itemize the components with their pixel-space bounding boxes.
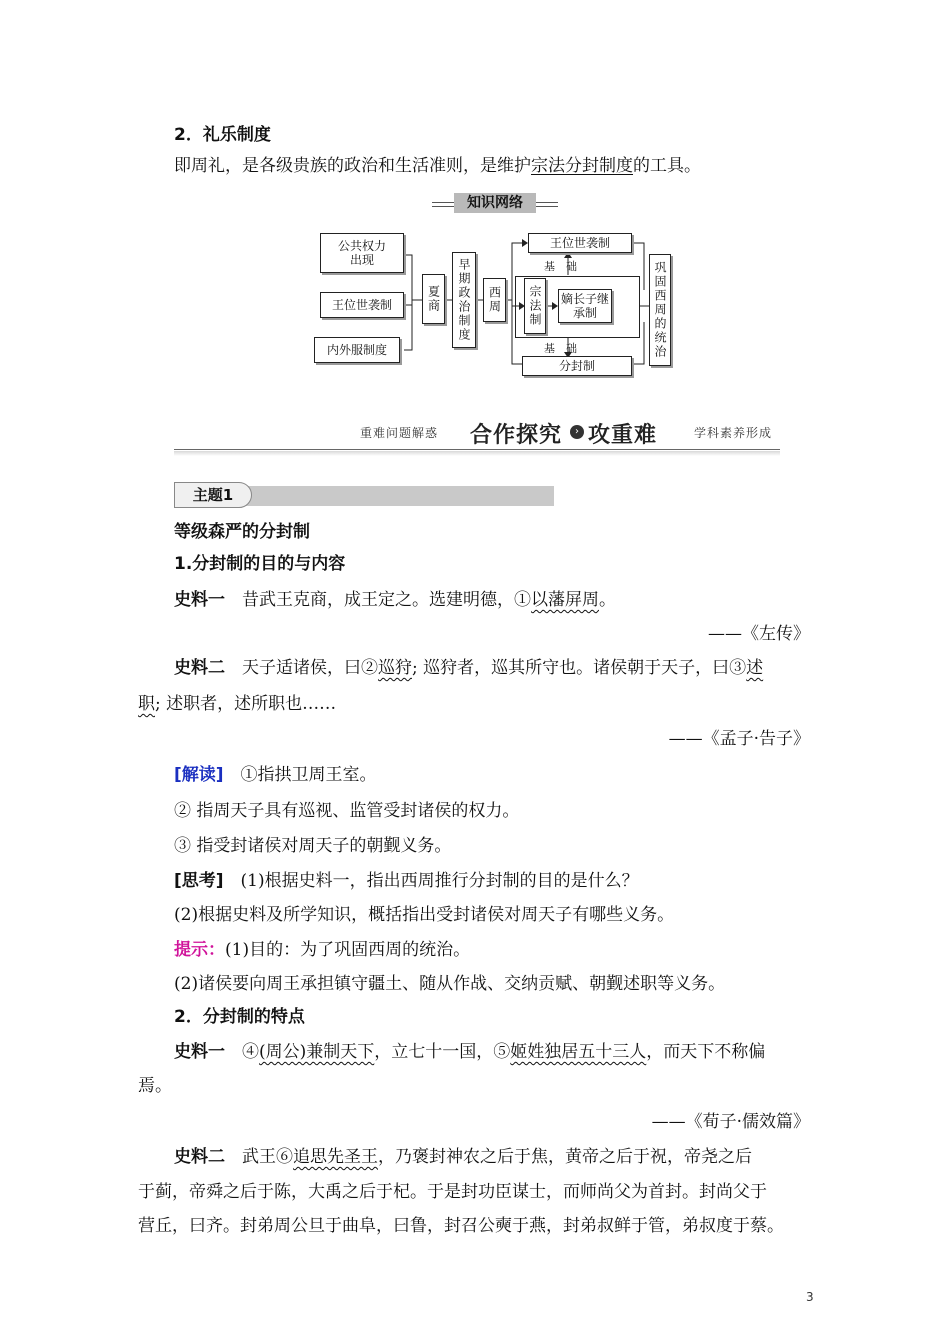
banner-shade <box>174 451 780 456</box>
box-public-power: 公共权力出现 <box>320 233 404 273</box>
material-1 <box>174 588 616 612</box>
box-early-political: 早期政治制度 <box>452 252 476 348</box>
source-mengzi: ——《孟子·告子》 <box>668 729 810 749</box>
material-wavy: 巡狩 <box>378 658 412 678</box>
banner-center-b: 攻重难 <box>588 423 658 448</box>
interpretation-text: ①指拱卫周王室。 <box>240 765 377 785</box>
box-throne-inheritance-left: 王位世袭制 <box>320 292 404 318</box>
material-text: ，而天下不称偏 <box>646 1042 766 1062</box>
box-fenfeng: 分封制 <box>522 356 632 376</box>
subheading-1: 1.分封制的目的与内容 <box>174 554 346 574</box>
material-label: 史料一 <box>174 590 225 610</box>
material-text: ; 巡狩者，巡其所守也。诸侯朝于天子，曰③ <box>412 658 747 678</box>
banner-left-text: 重难问题解惑 <box>360 426 439 440</box>
material-text: ; 述职者，述所职也…… <box>155 694 337 714</box>
box-patriarchal: 宗法制 <box>524 278 546 334</box>
material-wavy: (周公)兼制天下 <box>259 1042 375 1062</box>
material-text: ④ <box>242 1042 259 1062</box>
hint-1 <box>174 938 470 962</box>
material-4-line3: 营丘，曰齐。封弟周公旦于曲阜，曰鲁，封召公奭于燕，封弟叔鲜于管，弟叔度于蔡。 <box>138 1216 784 1236</box>
page-number: 3 <box>806 1290 814 1304</box>
box-inner-outer: 内外服制度 <box>314 337 400 363</box>
source-xunzi: ——《荀子·儒效篇》 <box>651 1112 810 1132</box>
box-west-zhou: 西周 <box>483 278 506 322</box>
material-label: 史料二 <box>174 658 225 678</box>
material-wavy: 追思先圣王 <box>293 1147 378 1167</box>
think-label: [思考] <box>174 871 224 891</box>
section-banner <box>174 418 780 458</box>
banner-right-text: 学科素养形成 <box>694 426 773 440</box>
material-text: 天子适诸侯，曰② <box>242 658 378 678</box>
material-2-line1 <box>174 656 763 680</box>
knowledge-diagram <box>300 230 690 380</box>
material-4-line1 <box>174 1145 752 1169</box>
box-eldest-son: 嫡长子继承制 <box>558 289 612 323</box>
box-consolidate: 巩固西周的统治 <box>649 254 671 366</box>
material-wavy: 述 <box>746 658 764 678</box>
chevron-right-icon: › <box>570 425 584 439</box>
material-text: 昔武王克商，成王定之。选建明德，① <box>242 590 531 610</box>
interpretation-1 <box>174 763 377 787</box>
material-wavy: 姬姓独居五十三人 <box>510 1042 647 1062</box>
material-label: 史料二 <box>174 1147 225 1167</box>
box-xia-shang: 夏商 <box>422 274 445 324</box>
para-underlined: 宗法分封制度 <box>531 156 633 176</box>
banner-rule <box>174 449 780 450</box>
label-basis-top: 基 础 <box>544 260 577 273</box>
section-paragraph <box>174 154 701 178</box>
material-2-line2 <box>138 692 336 716</box>
hint-label: 提示： <box>174 940 225 960</box>
think-2: (2)根据史料及所学知识，概括指出受封诸侯对周天子有哪些义务。 <box>174 905 675 925</box>
material-text: ，立七十一国，⑤ <box>374 1042 511 1062</box>
material-wavy: 以藩屏周 <box>531 590 599 610</box>
interpretation-3: ③ 指受封诸侯对周天子的朝觐义务。 <box>174 836 452 856</box>
topic-tag-bar <box>174 486 554 506</box>
material-3-line1 <box>174 1040 765 1064</box>
hint-2: (2)诸侯要向周王承担镇守疆土、随从作战、交纳贡赋、朝觐述职等义务。 <box>174 974 726 994</box>
think-text: (1)根据史料一，指出西周推行分封制的目的是什么？ <box>240 871 639 891</box>
interpretation-label: [解读] <box>174 765 224 785</box>
hint-text: (1)目的：为了巩固西周的统治。 <box>225 940 471 960</box>
material-text: 。 <box>599 590 616 610</box>
banner-center-a: 合作探究 <box>470 423 563 448</box>
box-throne-inheritance-top: 王位世袭制 <box>528 233 632 253</box>
network-banner-title: 知识网络 <box>454 193 536 213</box>
network-banner <box>432 193 558 213</box>
topic-tag: 主题1 <box>174 482 252 508</box>
para-text-end: 的工具。 <box>633 156 701 176</box>
think-1 <box>174 869 639 893</box>
para-text: 即周礼，是各级贵族的政治和生活准则，是维护 <box>174 156 531 176</box>
material-4-line2: 于蓟，帝舜之后于陈，大禹之后于杞。于是封功臣谋士，而师尚父为首封。封尚父于 <box>138 1182 767 1202</box>
material-3-line2: 焉。 <box>138 1076 172 1096</box>
material-text: 武王⑥ <box>242 1147 293 1167</box>
label-basis-bottom: 基 础 <box>544 342 577 355</box>
interpretation-2: ② 指周天子具有巡视、监管受封诸侯的权力。 <box>174 801 520 821</box>
material-text: ，乃褒封神农之后于焦，黄帝之后于祝，帝尧之后 <box>378 1147 752 1167</box>
material-label: 史料一 <box>174 1042 225 1062</box>
section-heading: 2．礼乐制度 <box>174 125 271 145</box>
source-zuozhuan: ——《左传》 <box>708 624 810 644</box>
subheading-2: 2．分封制的特点 <box>174 1007 305 1027</box>
topic-title: 等级森严的分封制 <box>174 522 310 542</box>
material-wavy: 职 <box>138 694 155 714</box>
